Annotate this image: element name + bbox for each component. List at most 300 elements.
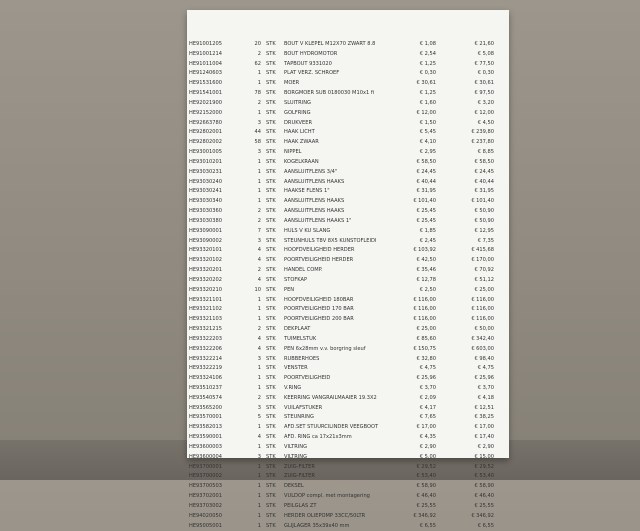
- description: NIPPEL: [284, 149, 302, 156]
- part-code: HE91541001: [189, 90, 222, 97]
- part-code: HE92802001: [189, 129, 222, 136]
- unit: STK: [266, 335, 276, 342]
- part-code: HE93030240: [189, 178, 222, 185]
- line-total: € 98,40: [474, 355, 494, 362]
- quantity: 3: [257, 119, 261, 126]
- part-code: HE91011004: [189, 60, 222, 67]
- line-total: € 415,68: [471, 247, 494, 254]
- line-total: € 0,30: [477, 70, 494, 77]
- table-row: [187, 433, 509, 443]
- parts-list-sheet: [187, 10, 509, 529]
- description: BOUT HYDROMOTOR: [284, 50, 338, 57]
- unit: STK: [266, 424, 276, 431]
- quantity: 1: [257, 493, 261, 500]
- unit-price: € 29,52: [416, 463, 436, 470]
- quantity: 1: [257, 384, 261, 391]
- part-code: HE93322206: [189, 345, 222, 352]
- description: TAPBOUT 9331020: [284, 60, 332, 67]
- part-code: HE93321215: [189, 326, 222, 333]
- description: SLUITRING: [284, 99, 311, 106]
- unit: STK: [266, 345, 276, 352]
- part-code: HE91001205: [189, 41, 222, 47]
- description: AFD. RING ca 17x21x3mm: [284, 434, 352, 441]
- table-row: [187, 404, 509, 414]
- table-row: [187, 492, 509, 502]
- unit-price: € 150,75: [413, 345, 436, 352]
- unit-price: € 2,54: [419, 50, 436, 57]
- line-total: € 116,00: [471, 306, 494, 313]
- line-total: € 239,80: [471, 129, 494, 136]
- unit: STK: [266, 237, 276, 244]
- description: AANSLUITFLENS HAAKS: [284, 198, 345, 205]
- unit-price: € 2,50: [419, 286, 436, 293]
- unit: STK: [266, 70, 276, 77]
- part-code: HE93320210: [189, 286, 222, 293]
- unit-price: € 4,10: [419, 139, 436, 146]
- table-row: [187, 374, 509, 384]
- unit-price: € 2,95: [419, 149, 436, 156]
- unit: STK: [266, 119, 276, 126]
- description: PEN 6x28mm v.v. borgring sleuf: [284, 345, 366, 352]
- table-row: [187, 246, 509, 256]
- unit-price: € 32,80: [416, 355, 436, 362]
- part-code: HE93702001: [189, 493, 222, 500]
- unit-price: € 1,25: [419, 90, 436, 97]
- description: DEKPLAAT: [284, 326, 311, 333]
- unit: STK: [266, 158, 276, 165]
- description: VENSTER: [284, 365, 308, 372]
- quantity: 2: [257, 50, 261, 57]
- part-code: HE93001005: [189, 149, 222, 156]
- part-code: HE93321101: [189, 296, 222, 303]
- line-total: € 50,90: [474, 217, 494, 224]
- line-total: € 7,35: [477, 237, 494, 244]
- table-row: [187, 482, 509, 492]
- description: KOGELKRAAN: [284, 158, 319, 165]
- unit: STK: [266, 306, 276, 313]
- unit: STK: [266, 90, 276, 97]
- line-total: € 50,00: [474, 326, 494, 333]
- unit-price: € 101,40: [413, 198, 436, 205]
- unit-price: € 25,45: [416, 217, 436, 224]
- quantity: 4: [257, 345, 261, 352]
- line-total: € 31,95: [474, 188, 494, 195]
- unit: STK: [266, 178, 276, 185]
- unit: STK: [266, 296, 276, 303]
- line-total: € 342,40: [471, 335, 494, 342]
- line-total: € 25,96: [474, 375, 494, 382]
- table-row: [187, 148, 509, 158]
- table-row: [187, 227, 509, 237]
- table-row: [187, 394, 509, 404]
- part-code: HE95005001: [189, 522, 222, 529]
- description: RUBBERHOES: [284, 355, 320, 362]
- part-code: HE92663780: [189, 119, 222, 126]
- quantity: 1: [257, 198, 261, 205]
- unit-price: € 40,44: [416, 178, 436, 185]
- table-row: [187, 158, 509, 168]
- description: HOOFDVEILIGHEID HERDER: [284, 247, 355, 254]
- quantity: 1: [257, 463, 261, 470]
- unit-price: € 58,50: [416, 158, 436, 165]
- line-total: € 30,61: [474, 80, 494, 87]
- part-code: HE92152000: [189, 109, 222, 116]
- part-code: HE93700001: [189, 463, 222, 470]
- unit: STK: [266, 99, 276, 106]
- unit-price: € 116,00: [413, 316, 436, 323]
- table-row: [187, 197, 509, 207]
- part-code: HE91240603: [189, 70, 222, 77]
- quantity: 10: [254, 286, 261, 293]
- line-total: € 116,00: [471, 316, 494, 323]
- unit-price: € 346,92: [413, 512, 436, 519]
- unit-price: € 25,96: [416, 375, 436, 382]
- table-row: [187, 69, 509, 79]
- description: GLIJLAGER 35x39x40 mm: [284, 522, 350, 529]
- part-code: HE93703002: [189, 502, 222, 509]
- line-total: € 25,55: [474, 502, 494, 509]
- quantity: 1: [257, 70, 261, 77]
- quantity: 2: [257, 394, 261, 401]
- table-row: [187, 502, 509, 512]
- description: HULS V KU SLANG: [284, 227, 331, 234]
- unit-price: € 53,40: [416, 473, 436, 480]
- table-row: [187, 168, 509, 178]
- unit: STK: [266, 414, 276, 421]
- part-code: HE93600004: [189, 453, 222, 460]
- unit: STK: [266, 109, 276, 116]
- part-code: HE93030241: [189, 188, 222, 195]
- quantity: 7: [257, 227, 261, 234]
- unit-price: € 25,55: [416, 502, 436, 509]
- description: BORGMOER SUB 0180030 M10x1 fi: [284, 90, 375, 97]
- part-code: HE93030231: [189, 168, 222, 175]
- description: HAAKSE FLENS 1": [284, 188, 330, 195]
- part-code: HE93570001: [189, 414, 222, 421]
- unit-price: € 1,85: [419, 227, 436, 234]
- table-row: [187, 266, 509, 276]
- line-total: € 24,45: [474, 168, 494, 175]
- line-total: € 29,52: [474, 463, 494, 470]
- line-total: € 12,00: [474, 109, 494, 116]
- unit-price: € 30,61: [416, 80, 436, 87]
- line-total: € 3,20: [477, 99, 494, 106]
- quantity: 3: [257, 355, 261, 362]
- description: POORTVEILIGHEID 170 BAR: [284, 306, 354, 313]
- description: V.RING: [284, 384, 302, 391]
- description: AANSLUITFLENS HAAKS: [284, 208, 345, 215]
- quantity: 4: [257, 276, 261, 283]
- quantity: 4: [257, 247, 261, 254]
- table-row: [187, 453, 509, 463]
- table-row: [187, 89, 509, 99]
- quantity: 58: [254, 139, 261, 146]
- unit: STK: [266, 217, 276, 224]
- line-total: € 21,60: [474, 41, 494, 47]
- unit-price: € 6,55: [419, 522, 436, 529]
- quantity: 3: [257, 453, 261, 460]
- unit: STK: [266, 502, 276, 509]
- line-total: € 25,00: [474, 286, 494, 293]
- quantity: 2: [257, 267, 261, 274]
- description: PEN: [284, 286, 295, 293]
- line-total: € 17,00: [474, 424, 494, 431]
- unit-price: € 0,30: [419, 70, 436, 77]
- line-total: € 53,40: [474, 473, 494, 480]
- table-row: [187, 463, 509, 473]
- unit: STK: [266, 129, 276, 136]
- quantity: 4: [257, 257, 261, 264]
- unit: STK: [266, 139, 276, 146]
- unit-price: € 1,60: [419, 99, 436, 106]
- unit: STK: [266, 276, 276, 283]
- table-row: [187, 217, 509, 227]
- unit: STK: [266, 365, 276, 372]
- description: BOUT V KLEPEL M12X70 ZWART 8.8: [284, 41, 376, 47]
- quantity: 3: [257, 237, 261, 244]
- part-code: HE93321102: [189, 306, 222, 313]
- unit: STK: [266, 483, 276, 490]
- unit: STK: [266, 512, 276, 519]
- table-row: [187, 443, 509, 453]
- unit-price: € 58,90: [416, 483, 436, 490]
- part-code: HE93320102: [189, 257, 222, 264]
- unit: STK: [266, 60, 276, 67]
- quantity: 62: [254, 60, 261, 67]
- table-row: [187, 384, 509, 394]
- quantity: 1: [257, 473, 261, 480]
- unit: STK: [266, 41, 276, 47]
- quantity: 1: [257, 158, 261, 165]
- line-total: € 6,55: [477, 522, 494, 529]
- unit-price: € 31,95: [416, 188, 436, 195]
- part-code: HE93090002: [189, 237, 222, 244]
- description: VILTRING: [284, 443, 308, 450]
- quantity: 1: [257, 109, 261, 116]
- unit-price: € 25,00: [416, 326, 436, 333]
- part-code: HE93030340: [189, 198, 222, 205]
- unit: STK: [266, 316, 276, 323]
- description: POORTVEILIGHEID: [284, 375, 331, 382]
- quantity: 1: [257, 443, 261, 450]
- table-row: [187, 40, 509, 50]
- line-total: € 116,00: [471, 296, 494, 303]
- quantity: 1: [257, 296, 261, 303]
- line-total: € 2,90: [477, 443, 494, 450]
- part-code: HE93322214: [189, 355, 222, 362]
- table-row: [187, 423, 509, 433]
- line-total: € 58,50: [474, 158, 494, 165]
- part-code: HE93322203: [189, 335, 222, 342]
- unit: STK: [266, 227, 276, 234]
- unit-price: € 2,90: [419, 443, 436, 450]
- table-row: [187, 50, 509, 60]
- unit: STK: [266, 443, 276, 450]
- description: VILTRING: [284, 453, 308, 460]
- table-row: [187, 286, 509, 296]
- unit: STK: [266, 473, 276, 480]
- table-row: [187, 345, 509, 355]
- line-total: € 97,50: [474, 90, 494, 97]
- quantity: 1: [257, 178, 261, 185]
- quantity: 1: [257, 316, 261, 323]
- unit: STK: [266, 394, 276, 401]
- table-row: [187, 512, 509, 522]
- unit: STK: [266, 453, 276, 460]
- line-total: € 15,00: [474, 453, 494, 460]
- part-code: HE93565200: [189, 404, 222, 411]
- table-row: [187, 296, 509, 306]
- description: MOER: [284, 80, 300, 87]
- unit-price: € 2,45: [419, 237, 436, 244]
- quantity: 1: [257, 424, 261, 431]
- quantity: 2: [257, 217, 261, 224]
- table-row: [187, 522, 509, 531]
- line-total: € 8,85: [477, 149, 494, 156]
- quantity: 1: [257, 168, 261, 175]
- description: HERDER OLIEPOMP 33CC/50LTR: [284, 512, 366, 519]
- line-total: € 3,70: [477, 384, 494, 391]
- description: STOFKAP: [284, 276, 308, 283]
- unit: STK: [266, 355, 276, 362]
- quantity: 1: [257, 306, 261, 313]
- part-code: HE93510237: [189, 384, 222, 391]
- part-code: HE92802002: [189, 139, 222, 146]
- line-total: € 4,75: [477, 365, 494, 372]
- description: DEKSEL: [284, 483, 304, 490]
- unit: STK: [266, 208, 276, 215]
- description: DRUKVEER: [284, 119, 312, 126]
- quantity: 1: [257, 522, 261, 529]
- unit: STK: [266, 286, 276, 293]
- table-row: [187, 119, 509, 129]
- part-code: HE93700503: [189, 483, 222, 490]
- line-total: € 170,00: [471, 257, 494, 264]
- unit-price: € 12,78: [416, 276, 436, 283]
- unit-price: € 85,60: [416, 335, 436, 342]
- parts-table: [187, 40, 509, 531]
- description: AANSLUITFLENS HAAKS: [284, 178, 345, 185]
- unit: STK: [266, 267, 276, 274]
- unit: STK: [266, 198, 276, 205]
- table-row: [187, 335, 509, 345]
- unit-price: € 103,92: [413, 247, 436, 254]
- quantity: 78: [254, 90, 261, 97]
- part-code: HE93540574: [189, 394, 222, 401]
- unit: STK: [266, 257, 276, 264]
- description: STEUNRING: [284, 414, 314, 421]
- description: KEERRING VANGRAILMAAIER 19.3X2: [284, 394, 377, 401]
- table-row: [187, 187, 509, 197]
- unit-price: € 35,46: [416, 267, 436, 274]
- quantity: 5: [257, 414, 261, 421]
- table-row: [187, 364, 509, 374]
- description: PLAT VERZ. SCHROEF: [284, 70, 340, 77]
- description: VULDOP compl. met montagering: [284, 493, 370, 500]
- quantity: 20: [254, 41, 261, 47]
- unit: STK: [266, 188, 276, 195]
- unit-price: € 116,00: [413, 296, 436, 303]
- unit: STK: [266, 434, 276, 441]
- line-total: € 4,50: [477, 119, 494, 126]
- unit-price: € 12,00: [416, 109, 436, 116]
- unit-price: € 1,08: [419, 41, 436, 47]
- quantity: 1: [257, 483, 261, 490]
- part-code: HE93030360: [189, 208, 222, 215]
- quantity: 4: [257, 335, 261, 342]
- description: AANSLUITFLENS HAAKS 1": [284, 217, 352, 224]
- unit: STK: [266, 247, 276, 254]
- table-row: [187, 138, 509, 148]
- unit: STK: [266, 493, 276, 500]
- part-code: HE93322219: [189, 365, 222, 372]
- line-total: € 101,40: [471, 198, 494, 205]
- part-code: HE93320202: [189, 276, 222, 283]
- unit: STK: [266, 463, 276, 470]
- description: HAAK LICHT: [284, 129, 315, 136]
- line-total: € 77,50: [474, 60, 494, 67]
- unit: STK: [266, 404, 276, 411]
- table-row: [187, 60, 509, 70]
- description: GOLFRING: [284, 109, 311, 116]
- quantity: 2: [257, 326, 261, 333]
- unit-price: € 25,45: [416, 208, 436, 215]
- unit: STK: [266, 384, 276, 391]
- unit-price: € 7,65: [419, 414, 436, 421]
- unit-price: € 5,45: [419, 129, 436, 136]
- unit: STK: [266, 522, 276, 529]
- description: AFD.SET STUURCILINDER VEEGBOOT: [284, 424, 379, 431]
- quantity: 2: [257, 208, 261, 215]
- description: STEUNHULS T8V 8X5 KUNSTOFLEIDI: [284, 237, 377, 244]
- unit: STK: [266, 168, 276, 175]
- line-total: € 237,80: [471, 139, 494, 146]
- quantity: 3: [257, 149, 261, 156]
- part-code: HE93320201: [189, 267, 222, 274]
- part-code: HE91001214: [189, 50, 222, 57]
- unit: STK: [266, 50, 276, 57]
- line-total: € 5,08: [477, 50, 494, 57]
- table-row: [187, 237, 509, 247]
- description: PEILGLAS ZT: [284, 502, 317, 509]
- part-code: HE93030380: [189, 217, 222, 224]
- part-code: HE93590001: [189, 434, 222, 441]
- unit-price: € 2,09: [419, 394, 436, 401]
- line-total: € 46,40: [474, 493, 494, 500]
- part-code: HE93010201: [189, 158, 222, 165]
- line-total: € 70,92: [474, 267, 494, 274]
- description: POORTVEILIGHEID 200 BAR: [284, 316, 354, 323]
- unit-price: € 4,35: [419, 434, 436, 441]
- description: TUIMELSTUK: [284, 335, 317, 342]
- part-code: HE93320101: [189, 247, 222, 254]
- line-total: € 603,00: [471, 345, 494, 352]
- table-row: [187, 207, 509, 217]
- table-row: [187, 276, 509, 286]
- unit-price: € 46,40: [416, 493, 436, 500]
- description: HANDEL COMP.: [284, 267, 323, 274]
- part-code: HE91531600: [189, 80, 222, 87]
- table-row: [187, 305, 509, 315]
- part-code: HE94020050: [189, 512, 222, 519]
- quantity: 1: [257, 512, 261, 519]
- line-total: € 346,92: [471, 512, 494, 519]
- part-code: HE93582013: [189, 424, 222, 431]
- line-total: € 58,90: [474, 483, 494, 490]
- description: POORTVEILIGHEID HERDER: [284, 257, 354, 264]
- quantity: 3: [257, 404, 261, 411]
- table-row: [187, 109, 509, 119]
